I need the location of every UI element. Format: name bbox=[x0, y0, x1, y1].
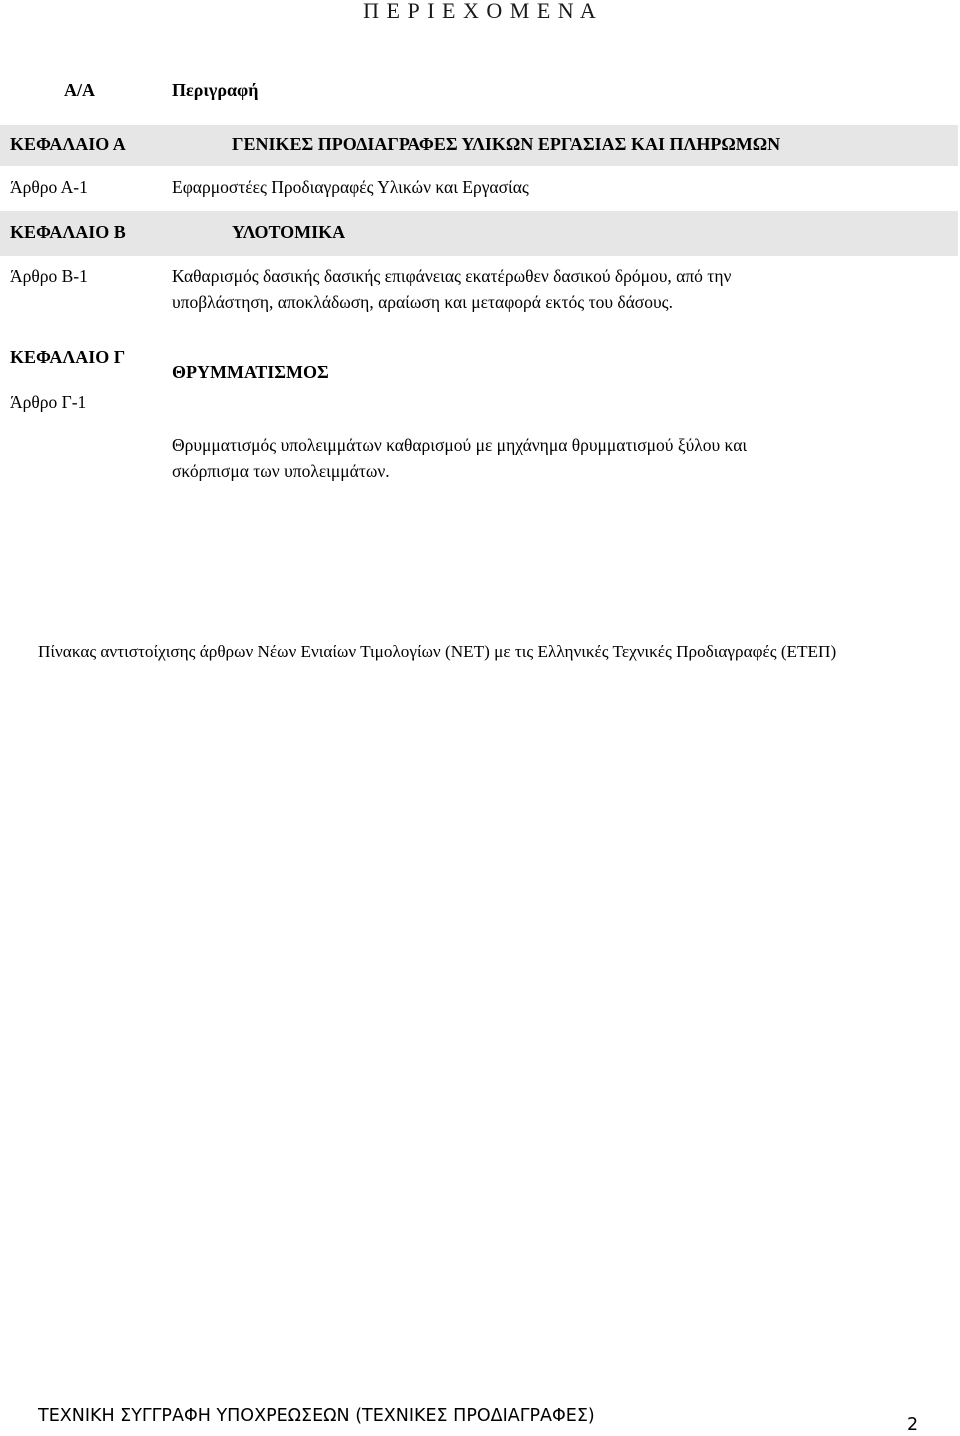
chapter-b-band bbox=[0, 211, 958, 256]
column-header-description: Περιγραφή bbox=[172, 80, 259, 100]
article-b1-number: Άρθρο Β-1 bbox=[10, 266, 88, 286]
chapter-b-label: ΚΕΦΑΛΑΙΟ Β bbox=[10, 222, 126, 242]
correspondence-note: Πίνακας αντιστοίχισης άρθρων Νέων Ενιαίων Τιμολογίων (ΝΕΤ) με τις Ελληνικές Τεχνικές Προδιαγραφές (ΕΤΕΠ) bbox=[38, 642, 837, 661]
article-a1-number: Άρθρο Α-1 bbox=[10, 177, 88, 197]
chapter-a-label: ΚΕΦΑΛΑΙΟ Α bbox=[10, 134, 126, 154]
chapter-c-title: ΘΡΥΜΜΑΤΙΣΜΟΣ bbox=[172, 362, 329, 382]
document-title: Π Ε Ρ Ι Ε Χ Ο Μ Ε Ν Α bbox=[363, 0, 597, 23]
article-b1-description: Καθαρισμός δασικής δασικής επιφάνειας εκατέρωθεν δασικού δρόμου, από την υποβλάστηση, αποκλάδωση, αραίωση και μεταφορά εκτός του δάσους. bbox=[172, 266, 732, 312]
page-number: 2 bbox=[907, 1415, 919, 1435]
article-a1-description: Εφαρμοστέες Προδιαγραφές Υλικών και Εργασίας bbox=[172, 177, 529, 197]
footer-text: ΤΕΧΝΙΚΗ ΣΥΓΓΡΑΦΗ ΥΠΟΧΡΕΩΣΕΩΝ (ΤΕΧΝΙΚΕΣ ΠΡΟΔΙΑΓΡΑΦΕΣ) bbox=[38, 1406, 595, 1426]
chapter-c-label: ΚΕΦΑΛΑΙΟ Γ bbox=[10, 347, 126, 367]
article-c1-number: Άρθρο Γ-1 bbox=[10, 392, 87, 412]
article-c1-description: Θρυμματισμός υπολειμμάτων καθαρισμού με μηχάνημα θρυμματισμού ξύλου και σκόρπισμα των υπολειμμάτων. bbox=[172, 435, 748, 481]
column-header-number: Α/Α bbox=[64, 80, 95, 100]
chapter-b-title: ΥΛΟΤΟΜΙΚΑ bbox=[232, 222, 346, 242]
chapter-a-title: ΓΕΝΙΚΕΣ ΠΡΟΔΙΑΓΡΑΦΕΣ ΥΛΙΚΩΝ ΕΡΓΑΣΙΑΣ ΚΑΙ ΠΛΗΡΩΜΩΝ bbox=[232, 134, 781, 154]
